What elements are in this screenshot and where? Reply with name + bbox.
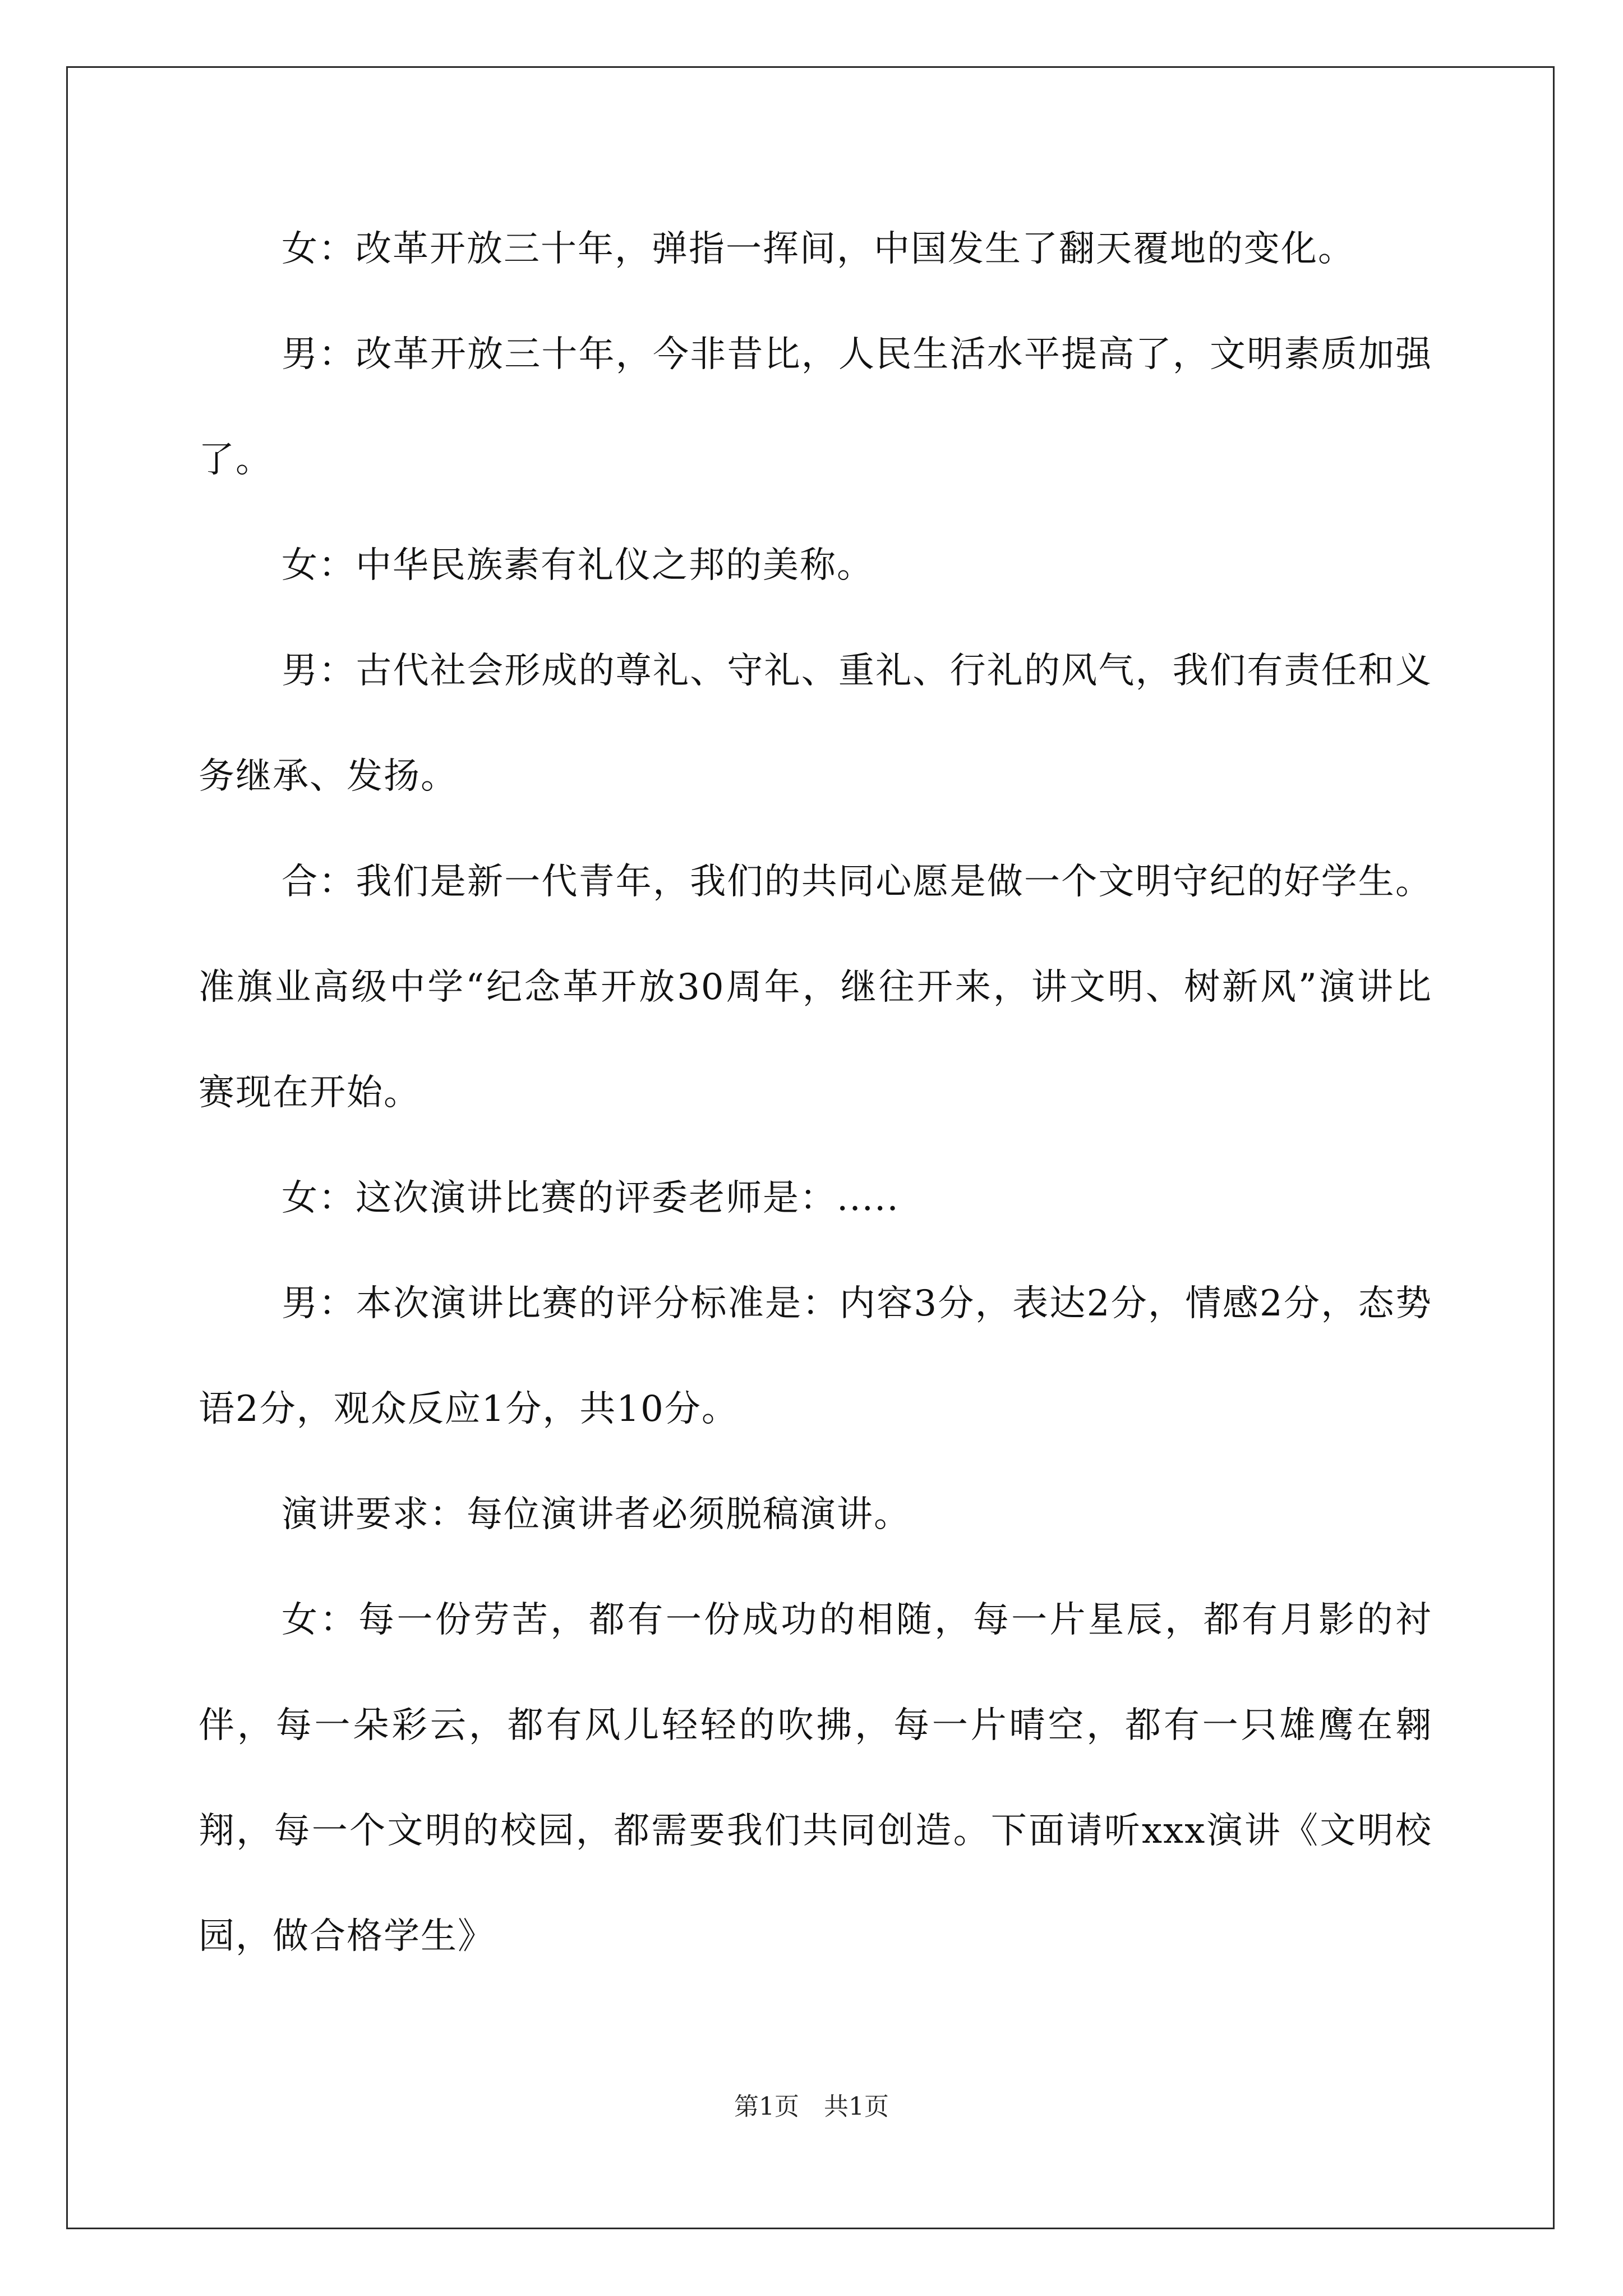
paragraph-2: 男：改革开放三十年，今非昔比，人民生活水平提高了，文明素质加强了。 xyxy=(199,334,1432,481)
document-body xyxy=(199,196,1432,1989)
paragraph-7: 男：本次演讲比赛的评分标准是：内容3分，表达2分，情感2分，态势语2分，观众反应1分，共10分。 xyxy=(199,1283,1432,1430)
paragraph-4: 男：古代社会形成的尊礼、守礼、重礼、行礼的风气，我们有责任和义务继承、发扬。 xyxy=(199,650,1432,797)
paragraph-1: 女：改革开放三十年，弹指一挥间，中国发生了翻天覆地的变化。 xyxy=(282,228,1355,270)
paragraph-3: 女：中华民族素有礼仪之邦的美称。 xyxy=(282,545,874,586)
paragraph-8: 演讲要求：每位演讲者必须脱稿演讲。 xyxy=(282,1494,911,1535)
paragraph-6: 女：这次演讲比赛的评委老师是：..... xyxy=(282,1177,900,1219)
page-footer: 第1页 共1页 xyxy=(734,2092,889,2121)
paragraph-9: 女：每一份劳苦，都有一份成功的相随，每一片星辰，都有月影的衬伴，每一朵彩云，都有风儿轻轻的吹拂，每一片晴空，都有一只雄鹰在翱翔，每一个文明的校园，都需要我们共同创造。下面请听xxx演讲《文明校园，做合格学生》 xyxy=(199,1599,1432,1957)
paragraph-5: 合：我们是新一代青年，我们的共同心愿是做一个文明守纪的好学生。准旗业高级中学“纪念革开放30周年，继往开来，讲文明、树新风”演讲比赛现在开始。 xyxy=(199,861,1432,1114)
